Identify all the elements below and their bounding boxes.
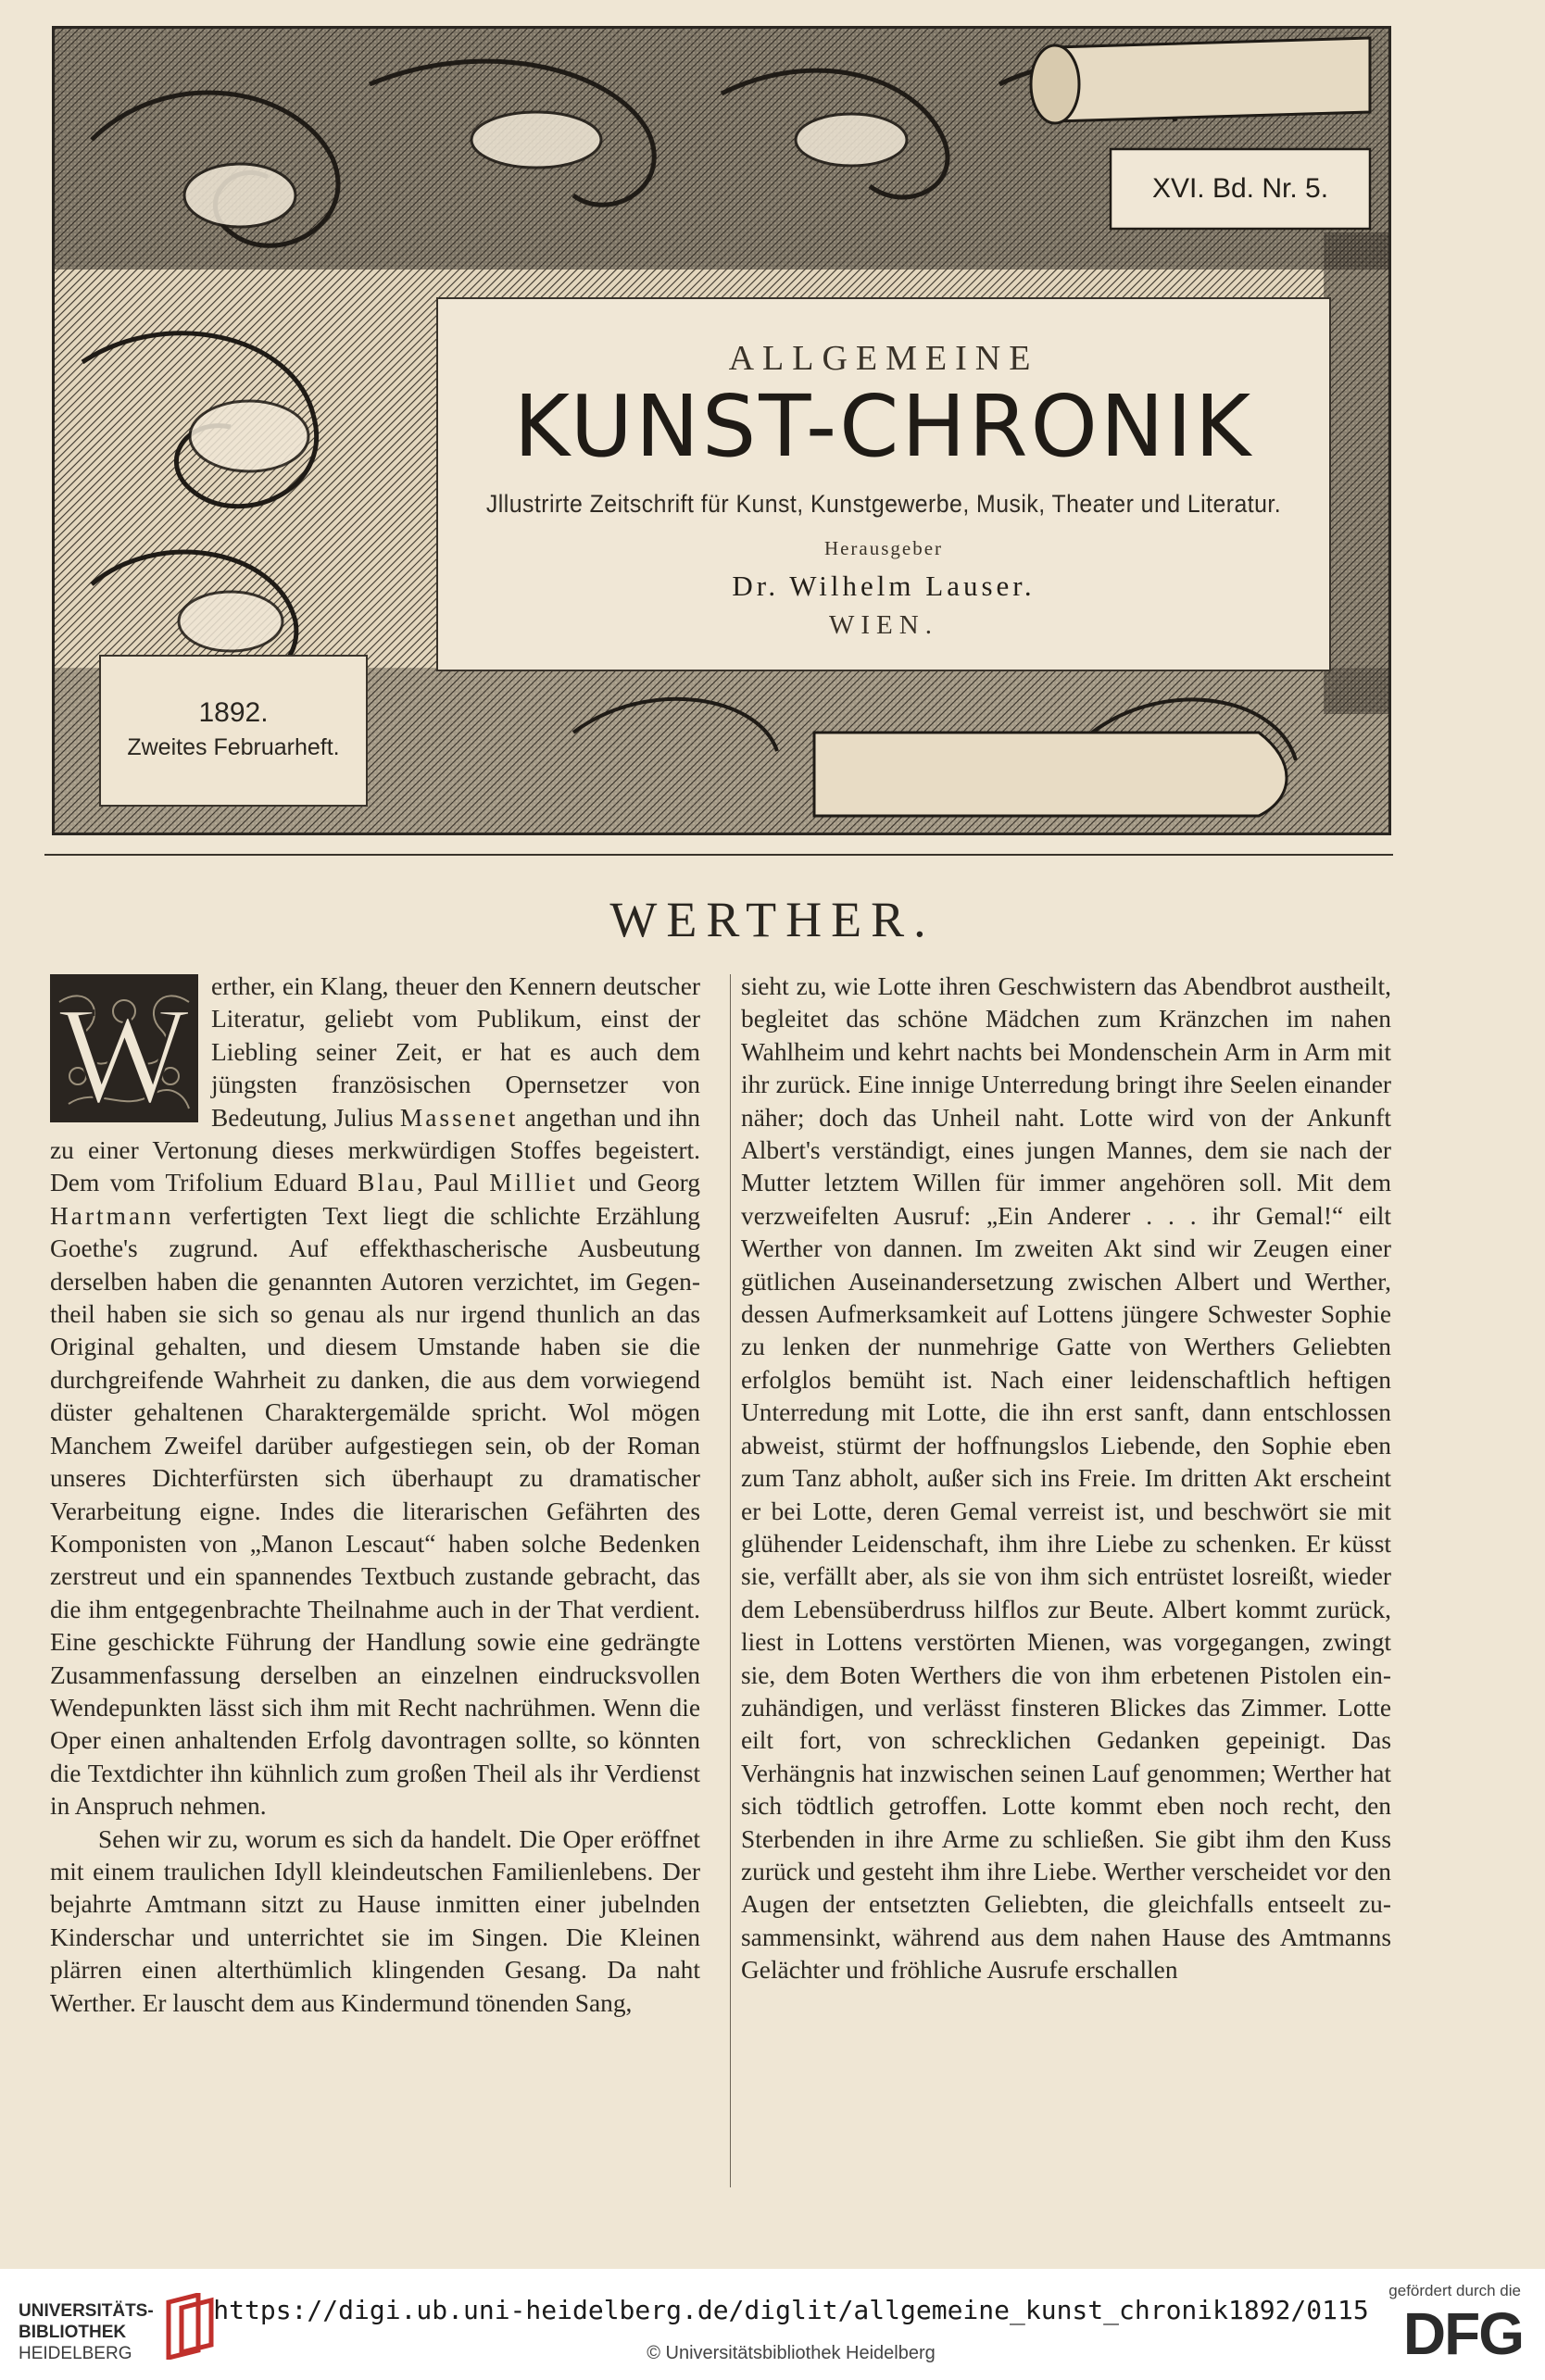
publication-title: KUNST-CHRONIK [513,377,1254,476]
article-title: WERTHER. [609,892,936,947]
publication-city: WIEN. [829,610,938,640]
title-panel [436,297,1331,671]
editor-label: Herausgeber [823,537,944,559]
dfg-logo[interactable]: DFG [1402,2300,1523,2367]
issue-year: 1892. [198,697,269,728]
paragraph: Sehen wir zu, worum es sich da handelt. Die Oper eröffnet mit einem traulichen Idyll kleindeutschen Familienlebens. Der bejahrte Amtmann sitzt zu Hause inmitten einer jubelnden Kinderschar und unterrichtet sie im Singen. Die Kleinen plärren einen alterthümlich klingenden Gesang. Da naht Werther. Er lauscht dem aus Kindermund tönenden Sang, [50,1824,700,2017]
paragraph: sieht zu, wie Lotte ihren Geschwistern das Abendbrot austheilt, begleitet das schöne Mädchen zum Kränzchen im nahen Wahlheim und kehrt nachts bei Mondenschein Arm in Arm mit ihr zurück. Eine innige Unterredung bringt ihre Seelen einander näher; doch das Unheil naht. Lotte wird von der Ankunft Albert's verständigt, eines jungen Mannes, dem sie nach der Mutter letztem Willen für immer angehören soll. Mit dem verzweifelten Ausruf: „Ein Anderer . . . ihr Gemal!“ eilt Werther von dannen. Im zweiten Akt sind wir Zeugen einer gütlichen Auseinandersetzung zwischen Albert und Werther, dessen Aufmerksamkeit auf Lottens jüngere Schwester Sophie zu lenken der nunmehrige Gatte von Werthers Geliebten erfolglos bemüht ist. Nach einer leidenschaftlich heftigen Unterredung mit Lotte, die ihn erst sanft, dann entschlossen abweist, stürmt der hoffnungslos Liebende, den Sophie eben zum Tanz abholt, außer sich ins Freie. Im dritten Akt erscheint er bei Lotte, deren Gemal verreist ist, und beschwört sie mit glühender Leidenschaft, ihm ihre Liebe zu schenken. Er küsst sie, verfällt aber, als sie von ihm sich entrüstet losreißt, wieder dem Lebensüberdruss hilflos zur Beute. Albert kommt zurück, liest in Lottens verstörten Mienen, was vorgegangen, zwingt sie, dem Boten Werthers die von ihm erbetenen Pistolen einzuhändigen, und verlässt finsteren Blickes das Zimmer. Lotte eilt fort, von schrecklichen Gedanken gepeinigt. Das Verhängnis hat inzwischen seinen Lauf genommen; Werther hat sich tödtlich getroffen. Lotte kommt eben noch recht, den Sterbenden in ihre Arme zu schließen. Sie gibt ihm den Kuss zurück und gesteht ihm ihre Liebe. Werther verscheidet vor den Augen der entsetzten Geliebten, die gleichfalls entseelt zusammensinkt, während aus dem nahen Hause des Amtmanns Gelächter und fröhliche Ausrufe erschallen [741,972,1391,1985]
volume-number: XVI. Bd. Nr. 5. [1151,173,1329,204]
publication-subtitle: Jllustrirte Zeitschrift für Kunst, Kunstgewerbe, Musik, Theater und Literatur. [485,490,1282,518]
issue-name: Zweites Februarheft. [127,734,340,760]
masthead [52,26,1391,835]
library-name-line1: UNIVERSITÄTS- [19,2301,154,2321]
funding-label: gefördert durch die [1388,2282,1521,2299]
editor-name: Dr. Wilhelm Lauser. [732,570,1036,602]
library-name-line3: HEIDELBERG [19,2344,132,2363]
paragraph: erther, ein Klang, theuer den Kennern deutscher Literatur, geliebt vom Publikum, einst der Liebling seiner Zeit, er hat es auch dem jüngsten französischen Opernsetzer von Bedeutung, Julius Massenet angethan und ihn zu einer Vertonung dieses merkwürdigen Stoffes begeistert. Dem vom Trifolium Eduard Blau, Paul Milliet und Georg Hartmann verfertigten Text liegt die schlichte Erzählung Goethe's zugrund. Auf effekthascherische Ausbeutung derselben haben die genannten Autoren verzichtet, im Gegentheil haben sie sich so genau als nur irgend thunlich an das Original gehalten, und diesem Umstande haben sie die durchgreifende Wahrheit zu danken, die aus dem vorwiegend düster gehaltenen Charaktergemälde spricht. Wol mögen Manchem Zweifel darüber aufgestiegen sein, ob der Roman unseres Dichterfürsten sich überhaupt zu dramatischer Verarbeitung eigne. Indes die literarischen Gefährten des Komponisten von „Manon Lescaut“ haben solche Bedenken zerstreut und ein spannendes Textbuch zustande gebracht, das die ihm entgegenbrachte Theilnahme auch in der That verdient. Eine geschickte Führung der Handlung sowie eine gedrängte Zusammenfassung derselben an einzelnen eindrucksvollen Wendepunkten lässt sich ihm mit Recht nachrühmen. Wenn die Oper einen anhaltenden Erfolg davontragen sollte, so könnten die Textdichter ihn kühnlich zum großen Theil als ihr Verdienst in Anspruch nehmen. [50,972,700,1821]
article-column-left [50,971,700,2020]
copyright-notice: © Universitätsbibliothek Heidelberg [647,2343,936,2363]
article-column-right [741,971,1391,1987]
column-divider [730,974,731,2187]
library-name-line2: BIBLIOTHEK [19,2323,127,2342]
dropcap-w [50,974,198,1122]
viewer-footer [0,2269,1545,2380]
permalink-url[interactable]: https://digi.ub.uni-heidelberg.de/diglit/allgemeine_kunst_chronik1892/0115 [213,2295,1369,2325]
issue-date-box [99,655,368,807]
dropcap-letter: W [58,979,190,1122]
publication-title-prefix: ALLGEMEINE [728,339,1039,378]
masthead-rule [44,854,1393,856]
